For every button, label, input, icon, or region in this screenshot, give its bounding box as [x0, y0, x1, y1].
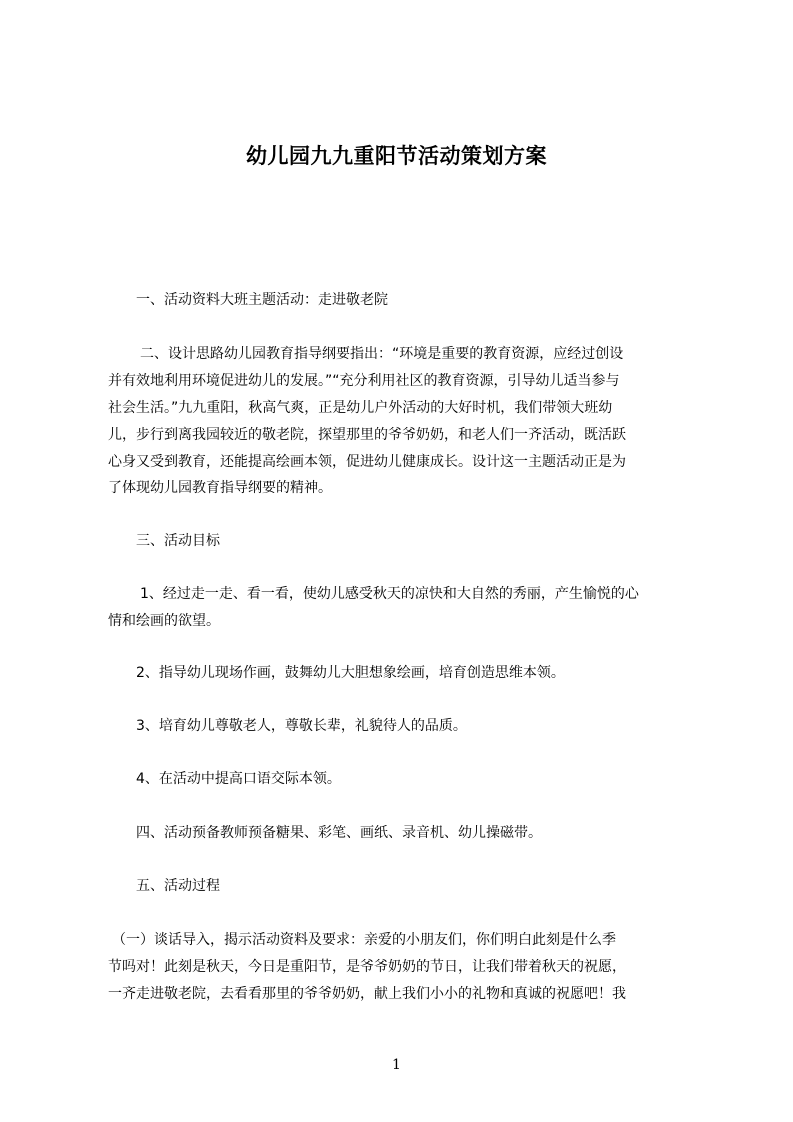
section-heading-goals: 三、活动目标	[136, 533, 220, 549]
section-heading-process: 五、活动过程	[136, 878, 220, 894]
paragraph-line: （一）谈话导入，揭示活动资料及要求：亲爱的小朋友们，你们明白此刻是什么季	[112, 932, 616, 948]
goal-item-continued: 情和绘画的欲望。	[108, 613, 220, 629]
paragraph-line: 社会生活。”九九重阳，秋高气爽，正是幼儿户外活动的大好时机，我们带领大班幼	[108, 400, 613, 416]
goal-item: 3、培育幼儿尊敬老人，尊敬长辈，礼貌待人的品质。	[136, 718, 467, 734]
paragraph-line: 并有效地利用环境促进幼儿的发展。”“充分利用社区的教育资源，引导幼儿适当参与	[108, 373, 620, 389]
page-number: 1	[392, 1057, 401, 1073]
section-heading-preparation: 四、活动预备教师预备糖果、彩笔、画纸、录音机、幼儿操磁带。	[136, 825, 542, 841]
section-heading-content: 一、活动资料大班主题活动：走进敬老院	[136, 292, 388, 308]
goal-item: 4、在活动中提高口语交际本领。	[136, 771, 341, 787]
document-title: 幼儿园九九重阳节活动策划方案	[246, 144, 547, 168]
paragraph-line: 一齐走进敬老院，去看看那里的爷爷奶奶，献上我们小小的礼物和真诚的祝愿吧！我	[108, 986, 626, 1002]
paragraph-line: 心身又受到教育，还能提高绘画本领，促进幼儿健康成长。设计这一主题活动正是为	[108, 454, 626, 470]
paragraph-line: 儿，步行到离我园较近的敬老院，探望那里的爷爷奶奶，和老人们一齐活动，既活跃	[108, 427, 626, 443]
goal-item: 2、指导幼儿现场作画，鼓舞幼儿大胆想象绘画，培育创造思维本领。	[136, 665, 565, 681]
paragraph-line: 了体现幼儿园教育指导纲要的精神。	[108, 480, 332, 496]
goal-item: 1、经过走一走、看一看，使幼儿感受秋天的凉快和大自然的秀丽，产生愉悦的心	[140, 586, 639, 602]
paragraph-line: 节吗对！此刻是秋天，今日是重阳节，是爷爷奶奶的节日，让我们带着秋天的祝愿，	[108, 959, 626, 975]
paragraph-line: 二、设计思路幼儿园教育指导纲要指出：“环境是重要的教育资源，应经过创设	[140, 346, 624, 362]
